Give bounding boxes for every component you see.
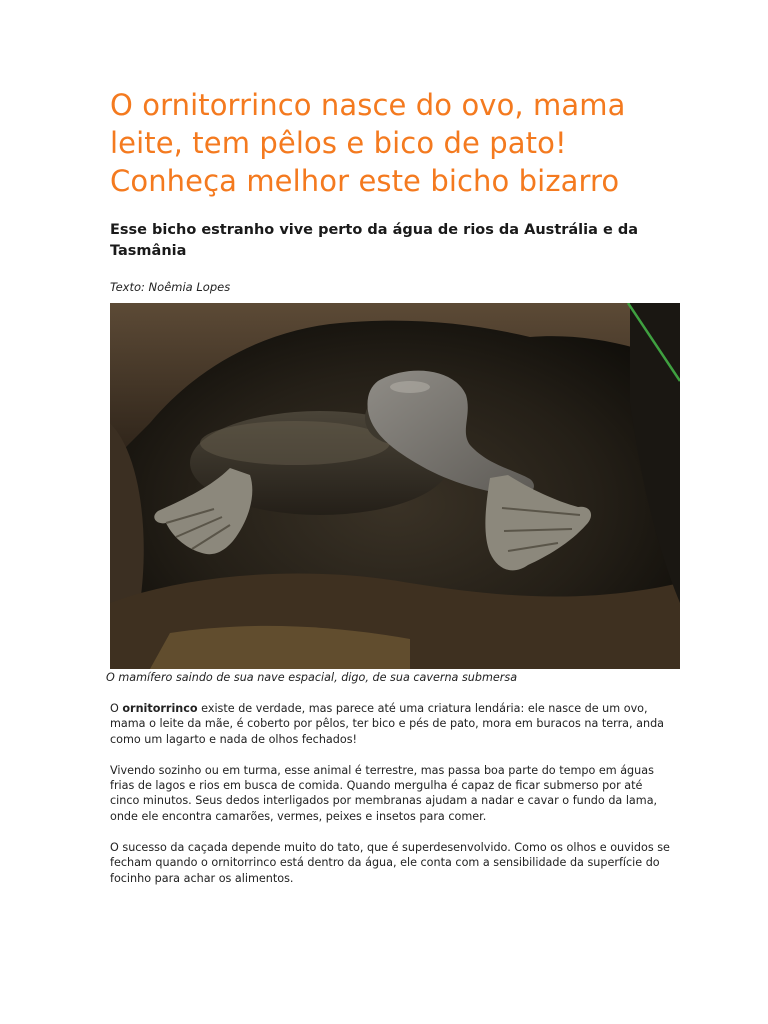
paragraph-1-lead: O <box>110 702 123 715</box>
paragraph-3: O sucesso da caçada depende muito do tato, que é superdesenvolvido. Como os olhos e ouvidos se fecham quando o ornitorrinco está dentro da água, ele conta com a sensibilidade da superfície do focinho para achar os alimentos. <box>110 841 670 885</box>
paragraph-1-rest: existe de verdade, mas parece até uma criatura lendária: ele nasce de um ovo, mama o leite da mãe, é coberto por pêlos, ter bico e pés de pato, mora em buracos na terra, anda como um lagarto e nada de olhos fechados! <box>110 702 665 746</box>
paragraph-1 <box>110 701 670 747</box>
article <box>106 86 682 886</box>
photo-caption: O mamífero saindo de sua nave espacial, digo, de sua caverna submersa <box>106 671 518 684</box>
article-subtitle: Esse bicho estranho vive perto da água de rios da Austrália e da Tasmânia <box>110 222 639 259</box>
platypus-photo <box>110 303 680 669</box>
article-title: O ornitorrinco nasce do ovo, mama leite, tem pêlos e bico de pato! Conheça melhor este bicho bizarro <box>110 88 626 198</box>
byline: Texto: Noêmia Lopes <box>110 280 231 294</box>
paragraph-1-keyword: ornitorrinco <box>122 702 198 715</box>
paragraph-2: Vivendo sozinho ou em turma, esse animal é terrestre, mas passa boa parte do tempo em águas frias de lagos e rios em busca de comida. Quando mergulha é capaz de ficar submerso por até cinco minutos. Seus dedos interligados por membranas ajudam a nadar e cavar o fundo da lama, onde ele encontra camarões, vermes, peixes e insetos para comer. <box>110 763 658 823</box>
